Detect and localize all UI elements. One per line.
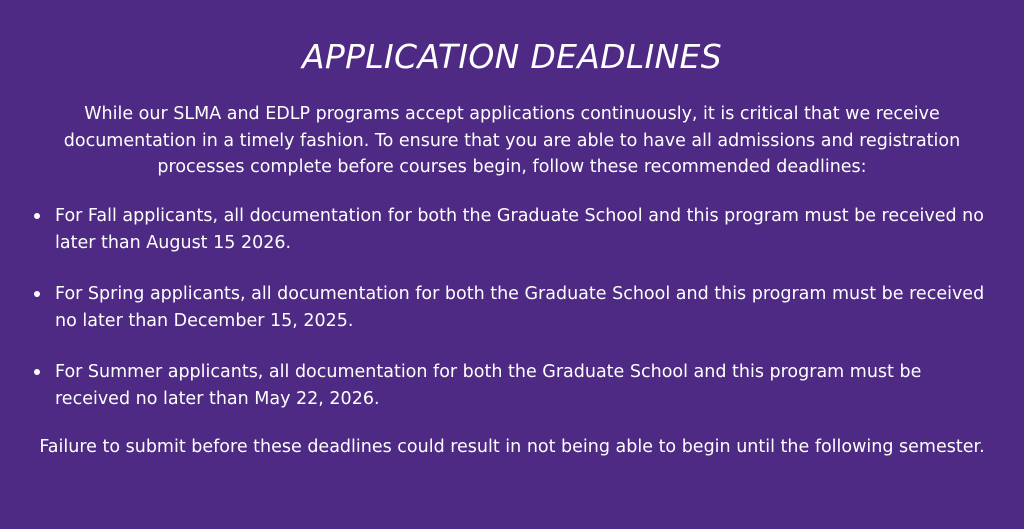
page-title: APPLICATION DEADLINES (302, 37, 722, 76)
list-item (34, 203, 999, 256)
deadline-text: For Fall applicants, all documentation for both the Graduate School and this program must be received no later than August 15 2026. (55, 206, 984, 253)
footer-note: Failure to submit before these deadlines could result in not being able to begin until the following semester. (39, 437, 985, 457)
bullet-icon (34, 291, 40, 297)
list-item (34, 359, 999, 412)
deadline-list (34, 203, 999, 437)
deadline-text: For Summer applicants, all documentation for both the Graduate School and this program must be received no later than May 22, 2026. (55, 362, 922, 409)
bullet-icon (34, 213, 40, 219)
bullet-icon (34, 369, 40, 375)
deadline-text: For Spring applicants, all documentation for both the Graduate School and this program must be received no later than December 15, 2025. (55, 284, 985, 331)
intro-paragraph: While our SLMA and EDLP programs accept applications continuously, it is critical that we receive documentation in a timely fashion. To ensure that you are able to have all admissions and registration processes complete before courses begin, follow these recommended deadlines: (63, 104, 961, 177)
list-item (34, 281, 999, 334)
